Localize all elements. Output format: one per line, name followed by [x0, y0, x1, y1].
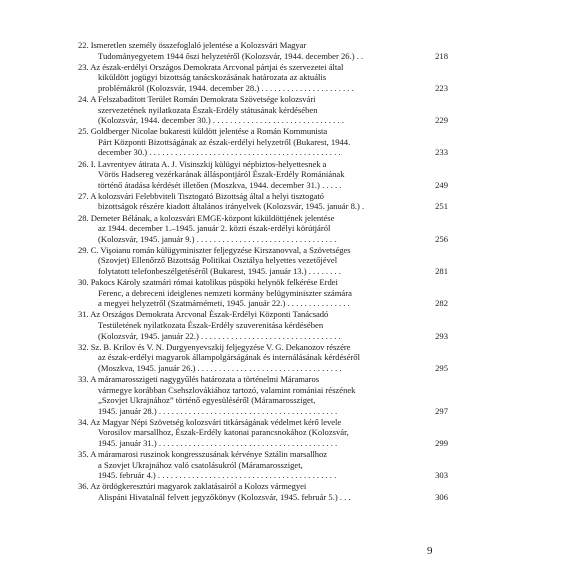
toc-entry [78, 449, 448, 481]
toc-entry-text: A máramarosszigeti nagygyűlés határozata a történelmi Máramaros [90, 373, 320, 384]
toc-entry-page: 233 [435, 147, 448, 158]
toc-entry-text: Az Magyar Népi Szövetség kolozsvári titkárságának védelmet kérő levele [90, 416, 342, 427]
toc-entry-continuation: (Kolozsvár, 1945. január 9.) . . . . . . . . . . . . . . . . . . . . . . . . . . . . . . . . . [98, 233, 337, 244]
toc-entry [78, 277, 448, 309]
toc-entry-page: 229 [435, 115, 448, 126]
toc-entry-continuation: Vörös Hadsereg vezérkarának álláspontjáról Észak-Erdély Romániának [98, 169, 345, 180]
toc-entry-first-line [78, 159, 424, 170]
toc-entry [78, 40, 448, 61]
toc-entry-text: A Felszabadított Terület Román Demokrata Szövetsége kolozsvári [90, 93, 316, 104]
toc-entry-page: 293 [435, 330, 448, 341]
toc-entry [78, 126, 448, 158]
toc-entry-first-line [78, 309, 424, 320]
toc-entry-text: Ismeretlen személy összefoglaló jelentése a Kolozsvári Magyar [90, 40, 307, 50]
toc-entry-text: Goldberger Nicolae bukaresti küldött jelentése a Román Kommunista [90, 126, 328, 137]
toc-entry-number: 36. [78, 481, 89, 492]
toc-entry-number: 23. [78, 61, 89, 72]
toc-entry-number: 26. [78, 158, 89, 169]
toc-entry-continuation: (Szovjet) Ellenőrző Bizottság Politikai Osztálya helyettes vezetőjével [98, 255, 338, 266]
toc-entry-page: 223 [435, 82, 448, 93]
toc-entry-page: 218 [435, 50, 448, 61]
toc-entry-number: 28. [78, 212, 89, 223]
toc-entry-page: 256 [435, 233, 448, 244]
toc-entry-continuation: (Kolozsvár, 1944. december 30.) . . . . . . . . . . . . . . . . . . . . . . . . . . . . . . . [98, 115, 344, 126]
toc-entry-page: 281 [435, 265, 448, 276]
toc-entry-text: I. Lavrentyev átirata A. J. Visinszkij külügyi népbiztos-helyettesnek a [90, 158, 327, 169]
toc-entry-first-line [78, 277, 424, 288]
toc-entry-first-line [78, 94, 424, 105]
toc-entry-first-line [78, 449, 424, 460]
toc-entry-text: Az Országos Demokrata Arcvonal Észak-Erdélyi Központi Tanácsadó [90, 309, 329, 320]
toc-entry-continuation: kiküldött jogügyi bizottság tanácskozásának határozata az aktuális [98, 72, 327, 83]
toc-entry-page: 297 [435, 405, 448, 416]
toc-entry [78, 481, 448, 502]
toc-entry-continuation: problémákról (Kolozsvár, 1944. december 28.) . . . . . . . . . . . . . . . . . . . . . . [98, 82, 354, 93]
toc-entry-continuation: bizottságok részére kiadott általános irányelvek (Kolozsvár, 1945. január 8.) . [98, 201, 365, 212]
toc-entry [78, 309, 448, 341]
toc-entry-number: 29. [78, 244, 89, 255]
toc-entry-number: 34. [78, 416, 89, 427]
toc-entry-continuation: (Moszkva, 1945. január 26.) . . . . . . . . . . . . . . . . . . . . . . . . . . . . . . . . . . [98, 362, 342, 373]
toc-entry-continuation: Testületének nyilatkozata Észak-Erdély szuverenitása kérdésében [98, 319, 324, 330]
toc-entry-number: 25. [78, 126, 89, 137]
toc-entry-page: 295 [435, 362, 448, 373]
toc-entry-continuation: 1945. február 4.) . . . . . . . . . . . . . . . . . . . . . . . . . . . . . . . . . . . . . . . . . . [98, 470, 337, 481]
toc-entry-page: 251 [435, 201, 448, 212]
toc-entry-first-line [78, 342, 424, 353]
toc-entry-number: 30. [78, 277, 89, 288]
toc-entry-continuation: a Szovjet Ukrajnához való csatolásukról (Máramarossziget, [98, 459, 303, 470]
toc-entry-first-line [78, 126, 424, 137]
toc-entry-continuation: Tudományegyetem 1944 őszi helyzetéről (Kolozsvár, 1944. december 26.) . . [98, 50, 364, 61]
toc-entry-continuation: vármegye korábban Csehszlovákiához tartozó, valamint romániai részének [98, 384, 356, 395]
toc-entry-number: 33. [78, 373, 89, 384]
toc-entry-first-line [78, 213, 424, 224]
toc-entry-number: 32. [78, 341, 89, 352]
toc-entry-text: Sz. B. Krilov és V. N. Durgyenyevszkij feljegyzése V. G. Dekanozov részére [90, 341, 351, 352]
toc-entry-page: 299 [435, 437, 448, 448]
toc-entry-page: 282 [435, 298, 448, 309]
toc-entry [78, 417, 448, 449]
toc-entry-first-line [78, 481, 424, 492]
toc-entry-text: Demeter Bélának, a kolozsvári EMGE-központ kiküldöttjének jelentése [90, 212, 335, 223]
toc-entry-continuation: „Szovjet Ukrajnához” történő egyesüléséről (Máramarossziget, [98, 395, 316, 406]
toc-entry-continuation: az 1944. december 1.–1945. január 2. közti észak-erdélyi körútjáról [98, 223, 331, 234]
toc-entry-continuation: (Kolozsvár, 1945. január 22.) . . . . . . . . . . . . . . . . . . . . . . . . . . . . . . . . . [98, 330, 341, 341]
toc-entry-first-line [78, 191, 424, 202]
toc-entry-text: A máramarosi ruszinok kongresszusának kérvénye Sztálin marsallhoz [90, 449, 328, 460]
toc-entry-number: 35. [78, 449, 89, 460]
toc-entry-continuation: Vorosilov marsallhoz, Észak-Erdély katonai parancsnokához (Kolozsvár, [98, 427, 349, 438]
toc-entry-first-line [78, 417, 424, 428]
toc-entry-number: 31. [78, 309, 89, 320]
toc-entry-text: A kolozsvári Felebbviteli Tisztogató Bizottság által a helyi tisztogató [90, 190, 324, 201]
toc-entry-page: 306 [435, 491, 448, 502]
toc-entry-number: 27. [78, 190, 89, 201]
toc-entry-first-line [78, 40, 424, 51]
toc-entry-text: Az ördögkeresztúri magyarok zaklatásairól a Kolozs vármegyei [90, 481, 307, 492]
toc-entry-number: 22. [78, 40, 89, 50]
toc-entry-text: Az észak-erdélyi Országos Demokrata Arcvonal pártjai és szervezetei által [90, 61, 344, 72]
toc-entry [78, 245, 448, 277]
toc-entry-continuation: december 30.) . . . . . . . . . . . . . . . . . . . . . . . . . . . . . . . . . . . . . . . . . . . . . [98, 147, 341, 158]
toc-entry-first-line [78, 62, 424, 73]
toc-entry-continuation: az észak-erdélyi magyarok állampolgárságának és internálásának kérdéséről [98, 352, 360, 363]
toc-entry-text: C. Vişoianu román külügyminiszter feljegyzése Kirszanovval, a Szövetséges [90, 244, 351, 255]
toc-entry [78, 342, 448, 374]
toc-entry-continuation: történő átadása kérdését illetően (Moszkva, 1944. december 31.) . . . . . [98, 179, 342, 190]
toc-entry-continuation: folytatott telefonbeszélgetéséről (Bukarest, 1945. január 13.) . . . . . . . . [98, 265, 341, 276]
page-number: 9 [427, 545, 433, 557]
toc-entry-continuation: Párt Központi Bizottságának az észak-erdélyi helyzetről (Bukarest, 1944. [98, 136, 351, 147]
table-of-contents [78, 40, 448, 503]
toc-entry-page: 303 [435, 470, 448, 481]
toc-entry-continuation: szervezetének nyilatkozata Észak-Erdély státusának kérdésében [98, 104, 318, 115]
toc-entry [78, 62, 448, 94]
toc-entry [78, 159, 448, 191]
toc-entry-number: 24. [78, 93, 89, 104]
toc-entry-continuation: a megyei helyzetről (Szatmárnémeti, 1945. január 22.) . . . . . . . . . . . . . . . [98, 298, 350, 309]
toc-entry [78, 213, 448, 245]
toc-entry-page: 249 [435, 179, 448, 190]
toc-entry-continuation: Alispáni Hivatalnál felvett jegyzőkönyv (Kolozsvár, 1945. február 5.) . . . [98, 491, 351, 502]
toc-entry-continuation: 1945. január 31.) . . . . . . . . . . . . . . . . . . . . . . . . . . . . . . . . . . . . . . . . . . [98, 437, 338, 448]
toc-entry-first-line [78, 245, 424, 256]
toc-entry-text: Pakocs Károly szatmári római katolikus püspöki helynök felkérése Erdei [90, 277, 338, 288]
toc-entry [78, 374, 448, 416]
toc-entry [78, 191, 448, 212]
toc-entry-first-line [78, 374, 424, 385]
toc-entry-continuation: 1945. január 28.) . . . . . . . . . . . . . . . . . . . . . . . . . . . . . . . . . . . . . . . . . . [98, 405, 338, 416]
toc-entry [78, 94, 448, 126]
toc-entry-continuation: Ferenc, a debreceni ideiglenes nemzeti kormány belügyminiszter számára [98, 287, 352, 298]
